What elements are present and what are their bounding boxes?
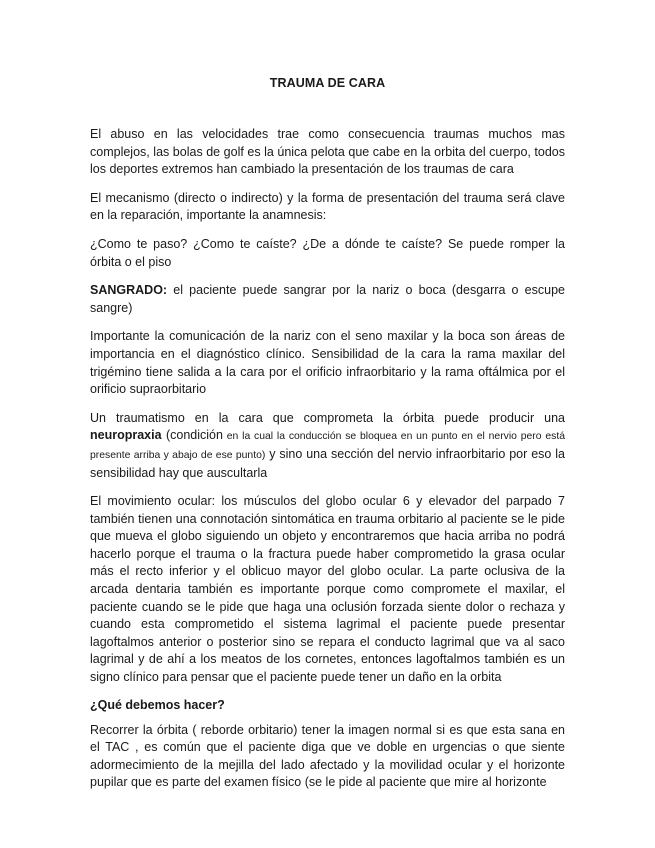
section-heading: ¿Qué debemos hacer? xyxy=(90,697,225,712)
paragraph-orbit-exam: Recorrer la órbita ( reborde orbitario) tener la imagen normal si es que esta sana en el TAC , es común que el paciente diga que ve doble en urgencias o que siente adormecimiento de la mejilla del lado afectado y la movilidad ocular y el horizonte pupilar que es parte del examen físico (se le pide al paciente que mire al horizonte xyxy=(90,722,565,790)
paragraph-bleeding xyxy=(90,282,565,317)
neuropraxia-term: neuropraxia xyxy=(90,428,162,443)
neuropraxia-paren: (condición xyxy=(161,428,223,443)
paragraph-neuropraxia xyxy=(90,410,565,482)
paragraph-eye-movement: El movimiento ocular: los músculos del globo ocular 6 y elevador del parpado 7 también tienen una connotación sintomática en trauma orbitario al paciente se le pide que mueva el globo siguiendo un objeto y encontraremos que hacia arriba no podrá hacerlo porque el trauma o la fractura puede haber comprometido la grasa ocular más el recto inferior y el oblicuo mayor del globo ocular. La parte oclusiva de la arcada dentaria también es importante porque como compromete el maxilar, el paciente cuando se le pide que haga una oclusión forzada siente dolor o rechaza y cuando esta comprometido el sistema lagrimal el paciente puede presentar lagoftalmos anterior o posterior sino se repara el conducto lagrimal que va al saco lagrimal y de ahí a los meatos de los cornetes, entonces lagoftalmos también es un signo clínico para pensar que el paciente puede tener un daño en la orbita xyxy=(90,494,565,685)
document-title: TRAUMA DE CARA xyxy=(269,76,386,90)
neuropraxia-intro: Un traumatismo en la cara que comprometa la órbita puede producir una xyxy=(90,410,565,425)
paragraph-sensitivity: Importante la comunicación de la nariz con el seno maxilar y la boca son áreas de importancia en el diagnóstico clínico. Sensibilidad de la cara la rama maxilar del trigémino tiene salida a la cara por el orificio infraorbitario y la rama oftálmica por el orificio supraorbitario xyxy=(90,329,565,397)
neuropraxia-rest: y sino una sección del nervio infraorbitario por eso la sensibilidad hay que auscultarla xyxy=(90,446,565,480)
bleeding-text: el paciente puede sangrar por la nariz o boca (desgarra o escupe sangre) xyxy=(90,283,565,315)
bleeding-label: SANGRADO: xyxy=(90,283,168,298)
neuropraxia-definition: en la cual la conducción se bloquea en un punto en el nervio pero está presente arriba y abajo de ese punto) xyxy=(90,431,566,461)
paragraph-intro: El abuso en las velocidades trae como consecuencia traumas muchos mas complejos, las bolas de golf es la única pelota que cabe en la orbita del cuerpo, todos los deportes extremos han cambiado la presentación de los traumas de cara xyxy=(90,127,565,177)
paragraph-mechanism: El mecanismo (directo o indirecto) y la forma de presentación del trauma será clave en la reparación, importante la anamnesis: xyxy=(90,190,565,223)
paragraph-questions: ¿Como te paso? ¿Como te caíste? ¿De a dónde te caíste? Se puede romper la órbita o el piso xyxy=(90,236,565,269)
